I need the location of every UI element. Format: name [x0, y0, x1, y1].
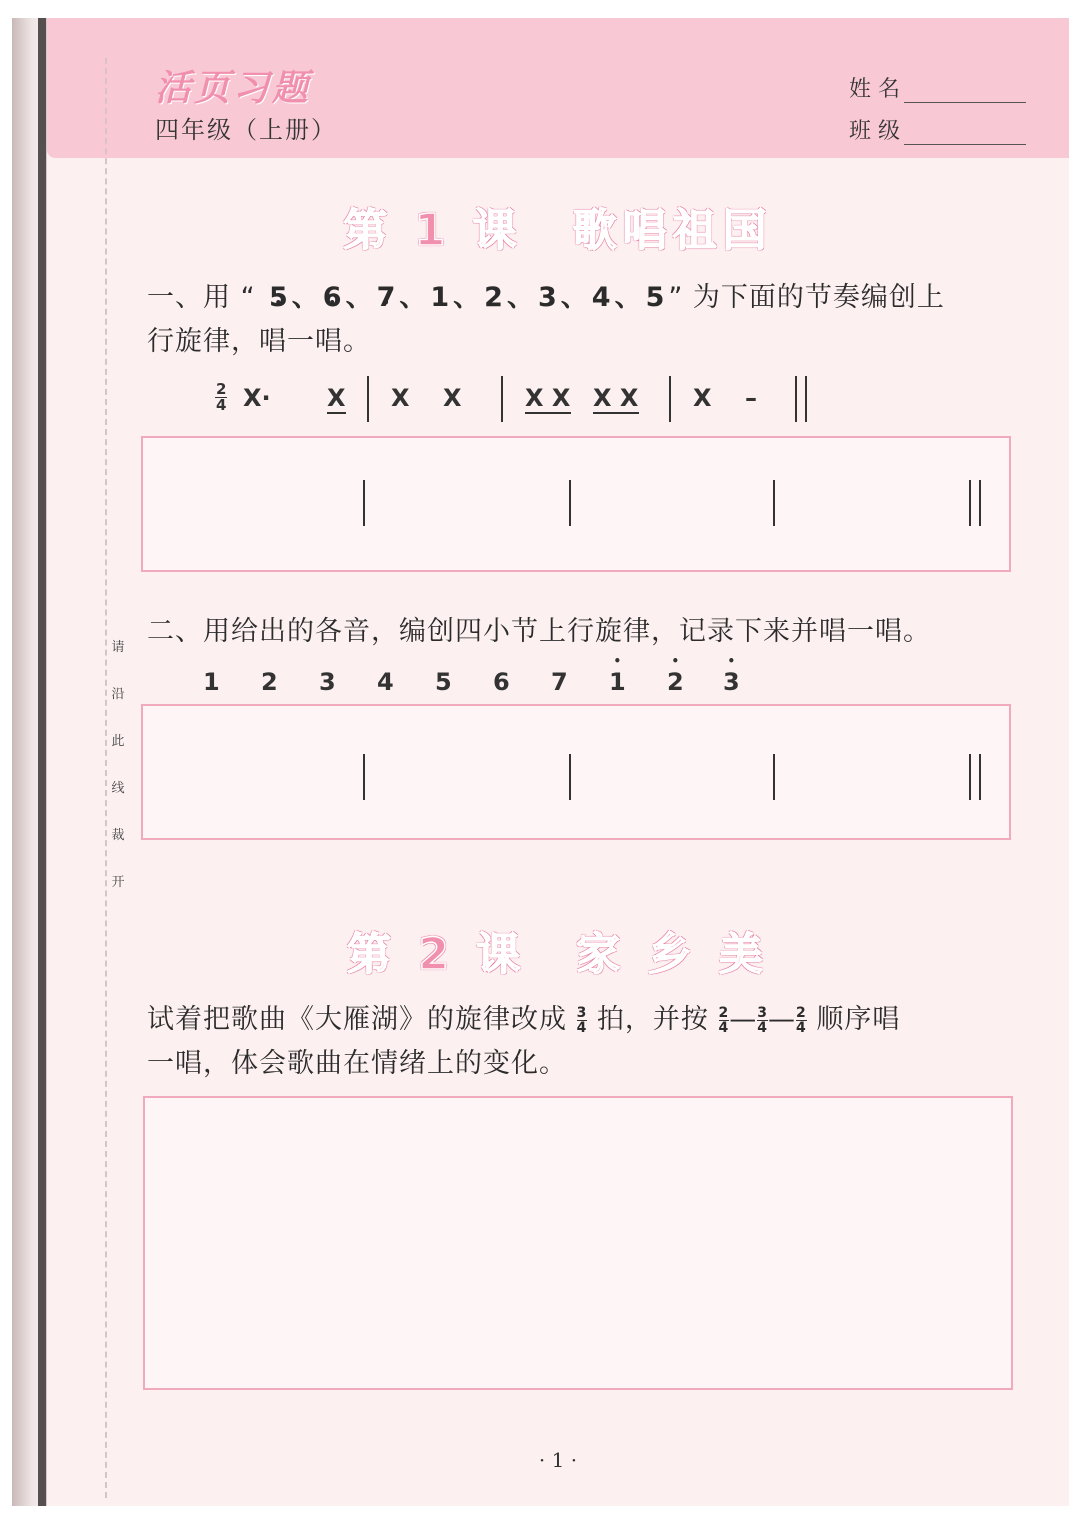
barline	[363, 754, 365, 800]
time-sig-bottom: 4	[216, 396, 227, 414]
lesson2-title: 第 2 课 家 乡 美	[347, 929, 769, 980]
answer-box-2[interactable]	[141, 704, 1011, 840]
grade-label: 四年级（上册）	[155, 116, 337, 144]
frac-top: 3	[576, 1005, 588, 1021]
note: 5	[645, 282, 669, 313]
barline	[569, 754, 571, 800]
q-text: 顺序唱	[816, 1004, 901, 1035]
note-high: • 3	[723, 668, 740, 696]
barline	[773, 754, 775, 800]
frac-top: 2	[718, 1005, 730, 1021]
note: 2	[261, 668, 278, 696]
rhythm-hold: –	[745, 384, 757, 412]
q-text: 试着把歌曲《大雁湖》的旋律改成	[147, 1004, 567, 1035]
note: 2	[484, 282, 507, 313]
barline	[773, 480, 775, 526]
answer-box-3[interactable]	[143, 1096, 1013, 1390]
cut-char: 请	[111, 640, 125, 655]
name-label: 姓 名	[849, 77, 900, 102]
name-blank[interactable]	[904, 82, 1026, 103]
cut-line-instruction	[107, 624, 129, 906]
dash: —	[729, 1004, 758, 1035]
note: 6 •	[323, 282, 346, 313]
rhythm-note: X	[525, 384, 544, 412]
q1-text: 一、用 “	[147, 282, 256, 313]
time-signature	[215, 382, 227, 413]
final-barline	[795, 376, 807, 422]
book-title: 活页习题	[155, 68, 312, 109]
barline	[669, 376, 671, 422]
rhythm-beat	[525, 384, 571, 414]
note: 7 •	[377, 282, 400, 313]
lesson1-question1: 一、用 “ 5 •、6 •、7 •、1、2、3、4、5” 为下面的节奏编创上 行旋律，唱一唱。	[147, 276, 945, 364]
spine-shadow	[38, 18, 46, 1506]
note: 3	[537, 282, 561, 313]
cut-char: 线	[111, 781, 125, 796]
barline	[569, 480, 571, 526]
note-high: • 1	[609, 668, 626, 696]
class-label: 班 级	[849, 119, 900, 144]
cut-char: 沿	[111, 687, 125, 702]
frac-bottom: 4	[757, 1020, 769, 1036]
rhythm-note: X·	[243, 384, 271, 412]
final-barline	[969, 480, 981, 526]
q1-text: 行旋律，唱一唱。	[147, 326, 371, 357]
worksheet-page	[46, 18, 1069, 1506]
name-field[interactable]	[849, 72, 1026, 103]
frac-bottom: 4	[796, 1020, 807, 1036]
q-text: 一唱，体会歌曲在情绪上的变化。	[147, 1048, 567, 1079]
q-text: 拍，并按	[596, 1004, 709, 1035]
frac-bottom: 4	[576, 1020, 588, 1036]
rhythm-note: X	[443, 384, 462, 412]
barline	[363, 480, 365, 526]
cut-char: 开	[111, 875, 125, 890]
note: 4	[591, 282, 615, 313]
lesson1-title: 第 1 课 歌唱祖国	[343, 205, 773, 256]
time-sig-top: 2	[216, 380, 227, 398]
barline	[501, 376, 503, 422]
cut-char: 裁	[111, 828, 125, 843]
rhythm-note: X	[327, 384, 346, 412]
page-number: · 1 ·	[538, 1448, 578, 1472]
note: 7	[551, 668, 568, 696]
rhythm-note: X	[551, 384, 571, 412]
note: 1	[430, 282, 454, 313]
rhythm-note: X	[619, 384, 639, 412]
answer-box-1[interactable]	[141, 436, 1011, 572]
note: 5 •	[269, 282, 292, 313]
rhythm-note: X	[391, 384, 410, 412]
frac-bottom: 4	[718, 1020, 730, 1036]
lesson1-question2: 二、用给出的各音，编创四小节上行旋律，记录下来并唱一唱。	[147, 616, 931, 647]
note: 1	[203, 668, 220, 696]
note: 6	[493, 668, 510, 696]
lesson2-question	[147, 998, 900, 1086]
note: 4	[377, 668, 394, 696]
barline	[367, 376, 369, 422]
dash: —	[768, 1004, 797, 1035]
class-field[interactable]	[849, 114, 1026, 145]
frac-top: 3	[757, 1005, 769, 1021]
q1-text: ” 为下面的节奏编创上	[668, 282, 945, 313]
rhythm-note: X	[593, 384, 612, 412]
class-blank[interactable]	[904, 124, 1026, 145]
rhythm-note: X	[693, 384, 712, 412]
note: 5	[435, 668, 452, 696]
final-barline	[969, 754, 981, 800]
note-high: • 2	[667, 668, 684, 696]
cut-char: 此	[111, 734, 125, 749]
frac-top: 2	[796, 1005, 807, 1021]
rhythm-beat	[593, 384, 639, 414]
note: 3	[319, 668, 336, 696]
